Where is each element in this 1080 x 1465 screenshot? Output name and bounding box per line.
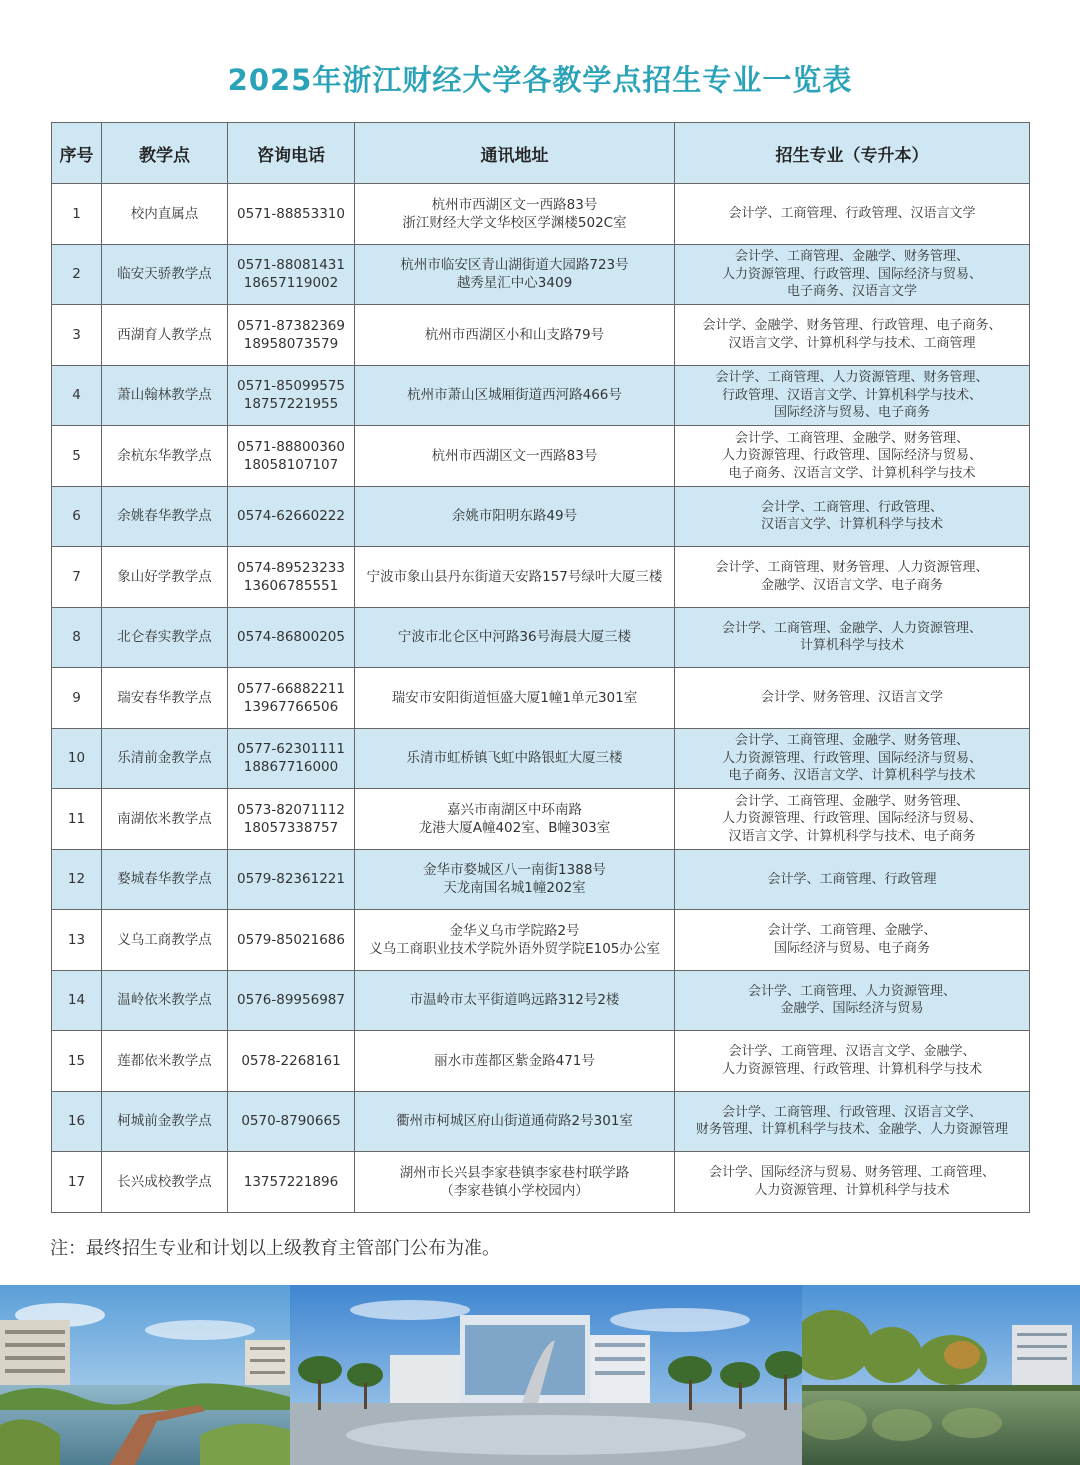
- majors-line: 会计学、财务管理、汉语言文学: [760, 690, 943, 705]
- row-number: 14: [52, 970, 102, 1031]
- phones-line: 0571-88853310: [237, 205, 345, 222]
- teaching-site: 萧山翰林教学点: [102, 365, 228, 426]
- address-line: 杭州市西湖区文一西路83号: [431, 196, 598, 213]
- majors-cell: [675, 1031, 1030, 1092]
- majors-line: 金融学、国际经济与贸易: [780, 1001, 924, 1017]
- teaching-site: 乐清前金教学点: [102, 728, 228, 789]
- majors-line: 汉语言文学、计算机科学与技术、电子商务: [728, 828, 976, 844]
- table-row: [52, 244, 1030, 305]
- majors-line: 电子商务、汉语言文学、计算机科学与技术: [728, 465, 976, 481]
- phones-line: 0571-88081431: [237, 257, 345, 274]
- majors-line: 人力资源管理、行政管理、国际经济与贸易、: [721, 750, 982, 766]
- phone-cell: [228, 607, 355, 668]
- table-row: [52, 668, 1030, 729]
- address-cell: [355, 970, 675, 1031]
- campus-lake-photo: [0, 1285, 290, 1465]
- address-cell: [355, 910, 675, 971]
- majors-line: 会计学、工商管理、行政管理、汉语言文学、: [721, 1104, 982, 1120]
- majors-line: 金融学、汉语言文学、电子商务: [760, 577, 943, 593]
- teaching-site: 临安天骄教学点: [102, 244, 228, 305]
- address-cell: [355, 668, 675, 729]
- phone-cell: [228, 486, 355, 547]
- majors-cell: [675, 547, 1030, 608]
- address-line: 杭州市西湖区文一西路83号: [431, 447, 598, 464]
- majors-line: 会计学、工商管理、财务管理、人力资源管理、: [715, 560, 989, 576]
- phones-line: 13967766506: [243, 698, 339, 715]
- campus-pond-photo: [802, 1285, 1080, 1465]
- address-line: 宁波市北仑区中河路36号海晨大厦三楼: [397, 629, 632, 646]
- majors-cell: [675, 970, 1030, 1031]
- phone-cell: [228, 365, 355, 426]
- phone-cell: [228, 789, 355, 850]
- row-number: 15: [52, 1031, 102, 1092]
- address-line: 杭州市临安区青山湖街道大园路723号: [400, 257, 629, 274]
- address-cell: [355, 426, 675, 487]
- campus-plaza-photo: [290, 1285, 802, 1465]
- majors-line: 财务管理、计算机科学与技术、金融学、人力资源管理: [695, 1122, 1008, 1138]
- teaching-site: 余姚春华教学点: [102, 486, 228, 547]
- phones-line: 0578-2268161: [241, 1052, 341, 1069]
- address-line: （李家巷镇小学校园内）: [440, 1182, 589, 1199]
- phones-line: 0579-85021686: [237, 931, 345, 948]
- phone-cell: [228, 910, 355, 971]
- majors-line: 汉语言文学、计算机科学与技术: [760, 517, 943, 533]
- phones-line: 18657119002: [243, 275, 339, 292]
- phone-cell: [228, 1031, 355, 1092]
- table-row: [52, 728, 1030, 789]
- row-number: 13: [52, 910, 102, 971]
- majors-cell: [675, 849, 1030, 910]
- row-number: 11: [52, 789, 102, 850]
- majors-line: 会计学、工商管理、金融学、财务管理、: [734, 793, 969, 809]
- phone-cell: [228, 426, 355, 487]
- majors-line: 汉语言文学、计算机科学与技术、工商管理: [728, 335, 976, 351]
- majors-line: 计算机科学与技术: [799, 638, 904, 654]
- table-row: [52, 184, 1030, 245]
- address-cell: [355, 789, 675, 850]
- phones-line: 18867716000: [243, 759, 339, 776]
- address-line: 嘉兴市南湖区中环南路: [447, 801, 582, 818]
- address-cell: [355, 486, 675, 547]
- table-row: [52, 910, 1030, 971]
- phones-line: 13757221896: [243, 1173, 339, 1190]
- phone-cell: [228, 728, 355, 789]
- majors-cell: [675, 910, 1030, 971]
- teaching-site: 校内直属点: [102, 184, 228, 245]
- phones-line: 18757221955: [243, 396, 339, 413]
- majors-cell: [675, 184, 1030, 245]
- majors-line: 会计学、国际经济与贸易、财务管理、工商管理、: [708, 1165, 995, 1181]
- row-number: 3: [52, 305, 102, 366]
- row-number: 12: [52, 849, 102, 910]
- table-row: [52, 1031, 1030, 1092]
- table-row: [52, 607, 1030, 668]
- address-cell: [355, 849, 675, 910]
- phone-cell: [228, 1152, 355, 1213]
- address-line: 杭州市萧山区城厢街道西河路466号: [407, 387, 622, 404]
- address-line: 金华市婺城区八一南街1388号: [423, 862, 606, 879]
- majors-cell: [675, 1091, 1030, 1152]
- majors-line: 会计学、工商管理、金融学、: [767, 923, 937, 939]
- teaching-site: 长兴成校教学点: [102, 1152, 228, 1213]
- table-row: [52, 305, 1030, 366]
- table-row: [52, 849, 1030, 910]
- address-line: 天龙南国名城1幢202室: [443, 880, 586, 897]
- row-number: 6: [52, 486, 102, 547]
- majors-line: 会计学、工商管理、人力资源管理、财务管理、: [715, 370, 989, 385]
- enrollment-table: [51, 122, 1030, 1213]
- table-row: [52, 1091, 1030, 1152]
- majors-line: 会计学、工商管理、行政管理、: [760, 499, 943, 515]
- address-line: 义乌工商职业技术学院外语外贸学院E105办公室: [369, 940, 660, 957]
- table-row: [52, 547, 1030, 608]
- address-cell: [355, 607, 675, 668]
- address-cell: [355, 547, 675, 608]
- phone-cell: [228, 849, 355, 910]
- phone-cell: [228, 1091, 355, 1152]
- teaching-site: 婺城春华教学点: [102, 849, 228, 910]
- teaching-site: 温岭依米教学点: [102, 970, 228, 1031]
- address-line: 浙江财经大学文华校区学渊楼502C室: [402, 214, 627, 231]
- address-cell: [355, 305, 675, 366]
- row-number: 5: [52, 426, 102, 487]
- majors-cell: [675, 728, 1030, 789]
- address-line: 湖州市长兴县李家巷镇李家巷村联学路: [399, 1164, 630, 1181]
- header-address: 通讯地址: [355, 123, 675, 184]
- majors-line: 会计学、工商管理、金融学、财务管理、: [734, 733, 969, 748]
- address-cell: [355, 1152, 675, 1213]
- phone-cell: [228, 547, 355, 608]
- row-number: 10: [52, 728, 102, 789]
- majors-line: 会计学、工商管理、汉语言文学、金融学、: [728, 1044, 976, 1060]
- phone-cell: [228, 305, 355, 366]
- phones-line: 18958073579: [243, 335, 339, 352]
- majors-line: 人力资源管理、行政管理、计算机科学与技术: [721, 1061, 982, 1077]
- phones-line: 0571-85099575: [237, 378, 345, 395]
- majors-line: 人力资源管理、行政管理、国际经济与贸易、: [721, 448, 982, 463]
- address-cell: [355, 365, 675, 426]
- majors-line: 电子商务、汉语言文学、计算机科学与技术: [728, 768, 976, 783]
- row-number: 1: [52, 184, 102, 245]
- phones-line: 0570-8790665: [241, 1113, 341, 1130]
- phones-line: 0579-82361221: [237, 871, 345, 888]
- address-line: 乐清市虹桥镇飞虹中路银虹大厦三楼: [406, 750, 623, 767]
- majors-line: 人力资源管理、行政管理、国际经济与贸易、: [721, 266, 982, 282]
- address-cell: [355, 244, 675, 305]
- address-cell: [355, 728, 675, 789]
- majors-line: 会计学、工商管理、人力资源管理、: [747, 983, 956, 999]
- row-number: 16: [52, 1091, 102, 1152]
- phones-line: 0574-86800205: [237, 629, 345, 646]
- address-line: 丽水市莲都区紫金路471号: [434, 1052, 595, 1069]
- teaching-site: 莲都依米教学点: [102, 1031, 228, 1092]
- majors-line: 会计学、工商管理、金融学、财务管理、: [734, 249, 969, 264]
- address-line: 市温岭市太平街道鸣远路312号2楼: [409, 992, 620, 1009]
- phones-line: 0571-88800360: [237, 438, 345, 455]
- table-row: [52, 365, 1030, 426]
- phone-cell: [228, 244, 355, 305]
- phones-line: 0574-89523233: [237, 559, 345, 576]
- majors-line: 电子商务、汉语言文学: [786, 284, 917, 299]
- address-line: 杭州市西湖区小和山支路79号: [424, 326, 605, 343]
- majors-cell: [675, 244, 1030, 305]
- row-number: 7: [52, 547, 102, 608]
- phones-line: 0576-89956987: [237, 992, 345, 1009]
- teaching-site: 瑞安春华教学点: [102, 668, 228, 729]
- table-row: [52, 789, 1030, 850]
- table-body: [52, 184, 1030, 1213]
- table-row: [52, 426, 1030, 487]
- row-number: 2: [52, 244, 102, 305]
- majors-line: 行政管理、汉语言文学、计算机科学与技术、: [721, 387, 982, 403]
- teaching-site: 南湖依米教学点: [102, 789, 228, 850]
- teaching-site: 柯城前金教学点: [102, 1091, 228, 1152]
- teaching-site: 北仑春实教学点: [102, 607, 228, 668]
- header-phone: 咨询电话: [228, 123, 355, 184]
- majors-line: 会计学、金融学、财务管理、行政管理、电子商务、: [702, 318, 1002, 334]
- address-line: 瑞安市安阳街道恒盛大厦1幢1单元301室: [391, 689, 638, 706]
- majors-line: 人力资源管理、行政管理、国际经济与贸易、: [721, 811, 982, 826]
- header-majors: 招生专业（专升本）: [675, 123, 1030, 184]
- address-line: 宁波市象山县丹东街道天安路157号绿叶大厦三楼: [366, 568, 663, 585]
- phones-line: 13606785551: [243, 577, 339, 594]
- majors-cell: [675, 305, 1030, 366]
- phones-line: 18058107107: [243, 456, 339, 473]
- footnote: 注：最终招生专业和计划以上级教育主管部门公布为准。: [50, 1238, 500, 1259]
- majors-line: 国际经济与贸易、电子商务: [773, 940, 930, 956]
- address-line: 余姚市阳明东路49号: [451, 508, 578, 525]
- majors-cell: [675, 1152, 1030, 1213]
- address-cell: [355, 184, 675, 245]
- header-site: 教学点: [102, 123, 228, 184]
- address-cell: [355, 1091, 675, 1152]
- majors-line: 人力资源管理、计算机科学与技术: [754, 1182, 950, 1198]
- row-number: 9: [52, 668, 102, 729]
- majors-line: 会计学、工商管理、行政管理、汉语言文学: [728, 206, 976, 221]
- address-cell: [355, 1031, 675, 1092]
- phones-line: 0573-82071112: [237, 801, 345, 818]
- phone-cell: [228, 184, 355, 245]
- phone-cell: [228, 668, 355, 729]
- majors-line: 会计学、工商管理、行政管理: [767, 871, 937, 887]
- address-line: 龙港大厦A幢402室、B幢303室: [418, 819, 611, 836]
- address-line: 衢州市柯城区府山街道通荷路2号301室: [396, 1113, 633, 1130]
- table-row: [52, 486, 1030, 547]
- teaching-site: 义乌工商教学点: [102, 910, 228, 971]
- phone-cell: [228, 970, 355, 1031]
- phones-line: 0574-62660222: [237, 508, 345, 525]
- phones-line: 0571-87382369: [237, 317, 345, 334]
- page-title: 2025年浙江财经大学各教学点招生专业一览表: [227, 63, 853, 97]
- majors-line: 会计学、工商管理、金融学、人力资源管理、: [721, 620, 982, 636]
- majors-cell: [675, 365, 1030, 426]
- row-number: 4: [52, 365, 102, 426]
- teaching-site: 象山好学教学点: [102, 547, 228, 608]
- teaching-site: 余杭东华教学点: [102, 426, 228, 487]
- table-header-row: [52, 123, 1030, 184]
- majors-cell: [675, 486, 1030, 547]
- majors-cell: [675, 426, 1030, 487]
- teaching-site: 西湖育人教学点: [102, 305, 228, 366]
- majors-cell: [675, 668, 1030, 729]
- majors-line: 会计学、工商管理、金融学、财务管理、: [734, 430, 969, 446]
- majors-cell: [675, 789, 1030, 850]
- table-row: [52, 1152, 1030, 1213]
- row-number: 17: [52, 1152, 102, 1213]
- phones-line: 0577-62301111: [237, 741, 345, 758]
- address-line: 金华义乌市学院路2号: [449, 922, 580, 939]
- header-no: 序号: [52, 123, 102, 184]
- majors-line: 国际经济与贸易、电子商务: [773, 405, 930, 420]
- table-row: [52, 970, 1030, 1031]
- address-line: 越秀星汇中心3409: [456, 275, 573, 292]
- majors-cell: [675, 607, 1030, 668]
- row-number: 8: [52, 607, 102, 668]
- phones-line: 0577-66882211: [237, 680, 345, 697]
- phones-line: 18057338757: [243, 819, 339, 836]
